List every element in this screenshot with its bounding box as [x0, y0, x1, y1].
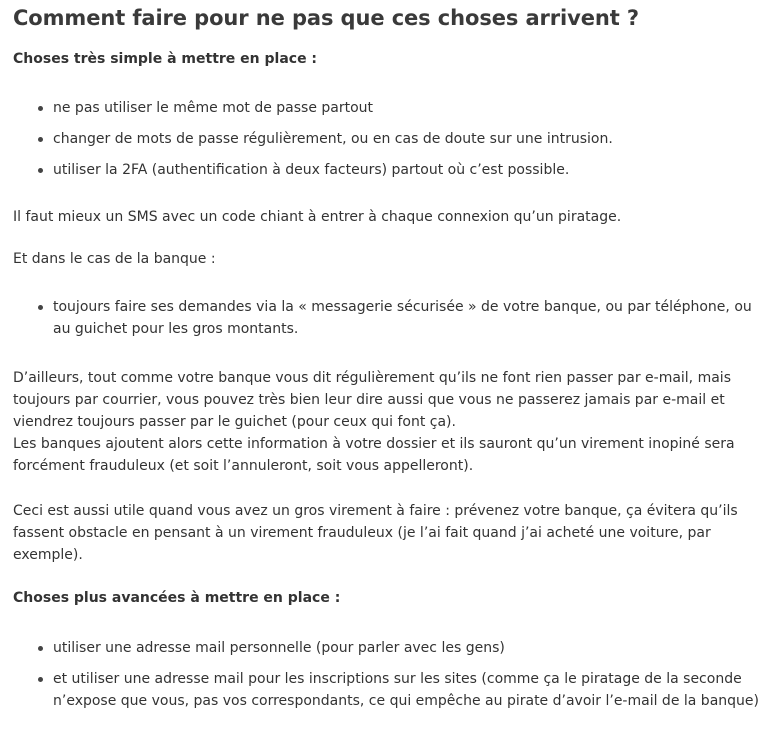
list-item: toujours faire ses demandes via la « messagerie sécurisée » de votre banque, ou par téléphone, ou au guichet pour les gros montants.: [53, 296, 773, 340]
bank-intro-paragraph: Et dans le cas de la banque :: [13, 251, 216, 267]
section-heading: Comment faire pour ne pas que ces choses arrivent ?: [13, 6, 639, 30]
list-item: changer de mots de passe régulièrement, ou en cas de doute sur une intrusion.: [53, 128, 773, 150]
ailleurs-text-2: Les banques ajoutent alors cette information à votre dossier et ils sauront qu’un virement inopiné sera forcément frauduleux (et soit l’annuleront, soit vous appelleront).: [13, 436, 735, 474]
simple-measures-list: [13, 97, 773, 181]
list-item: ne pas utiliser le même mot de passe partout: [53, 97, 773, 119]
sms-paragraph: Il faut mieux un SMS avec un code chiant à entrer à chaque connexion qu’un piratage.: [13, 209, 622, 225]
list-item: et utiliser une adresse mail pour les inscriptions sur les sites (comme ça le piratage de la seconde n’expose que vous, pas vos correspondants, ce qui empêche au pirate d’avoir l’e-mail de la banque): [53, 668, 773, 712]
list-item: utiliser une adresse mail personnelle (pour parler avec les gens): [53, 637, 773, 659]
bank-list: [13, 296, 773, 340]
ailleurs-paragraph: [13, 367, 773, 477]
ailleurs-text-1: D’ailleurs, tout comme votre banque vous dit régulièrement qu’ils ne font rien passer par e-mail, mais toujours par courrier, vous pouvez très bien leur dire aussi que vous ne passerez jamais par e-mail et viendrez toujours passer par le guichet (pour ceux qui font ça).: [13, 370, 731, 430]
virement-paragraph: Ceci est aussi utile quand vous avez un gros virement à faire : prévenez votre banque, ça évitera qu’ils fassent obstacle en pensant à un virement frauduleux (je l’ai fait quand j’ai acheté une voiture, par exemple).: [13, 503, 738, 563]
advanced-measures-list: [13, 637, 773, 712]
advanced-measures-title: Choses plus avancées à mettre en place :: [13, 590, 341, 606]
simple-measures-title: Choses très simple à mettre en place :: [13, 51, 318, 67]
list-item: utiliser la 2FA (authentification à deux facteurs) partout où c’est possible.: [53, 159, 773, 181]
